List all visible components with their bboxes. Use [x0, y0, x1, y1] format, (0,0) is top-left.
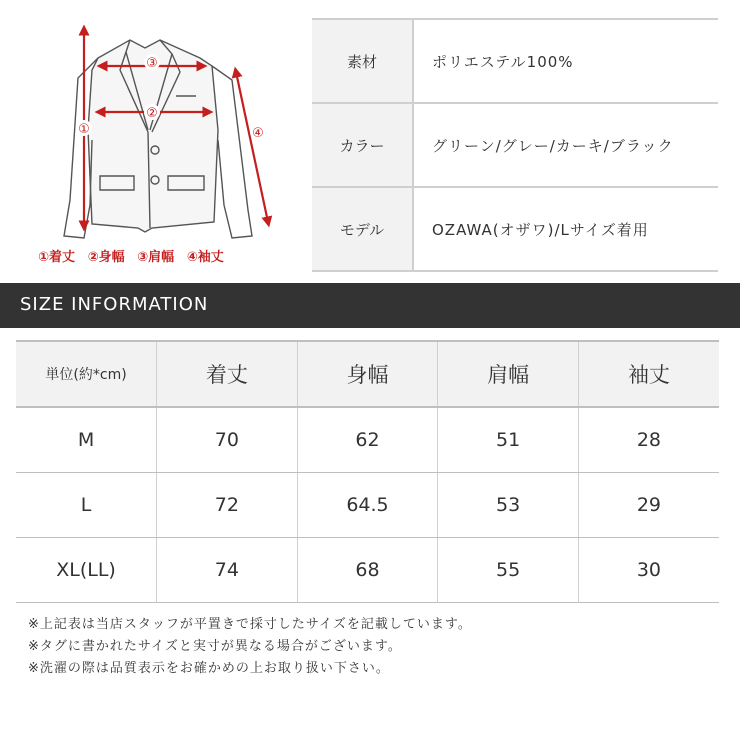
- table-row: [16, 473, 719, 538]
- table-cell: 68: [297, 538, 438, 603]
- header-sleeve: 袖丈: [578, 341, 719, 407]
- spec-table: [312, 18, 718, 272]
- measurement-legend: [38, 246, 232, 265]
- table-cell: 64.5: [297, 473, 438, 538]
- spec-row-color: [312, 102, 718, 186]
- spec-label: モデル: [312, 188, 414, 270]
- header-length: 着丈: [157, 341, 298, 407]
- header-width: 身幅: [297, 341, 438, 407]
- marker-4: ④: [252, 126, 264, 141]
- table-cell: 70: [157, 407, 298, 473]
- note-line: ※上記表は当店スタッフが平置きで採寸したサイズを記載しています。: [28, 617, 472, 632]
- banner-title: SIZE INFORMATION: [20, 294, 209, 315]
- spec-value: OZAWA(オザワ)/Lサイズ着用: [432, 220, 649, 239]
- table-cell: 72: [157, 473, 298, 538]
- marker-3: ③: [146, 56, 158, 71]
- table-row: [16, 538, 719, 603]
- jacket-measurement-diagram: [0, 0, 290, 270]
- spec-row-material: [312, 18, 718, 102]
- table-cell: 53: [438, 473, 579, 538]
- legend-item-length: ①着丈: [38, 250, 76, 265]
- size-label: M: [16, 407, 157, 473]
- jacket-illustration: [64, 40, 252, 238]
- marker-1: ①: [78, 122, 90, 137]
- table-cell: 74: [157, 538, 298, 603]
- header-unit: 単位(約*cm): [16, 341, 157, 407]
- table-cell: 29: [578, 473, 719, 538]
- table-cell: 30: [578, 538, 719, 603]
- size-label: L: [16, 473, 157, 538]
- size-table-header: [16, 341, 719, 407]
- legend-item-width: ②身幅: [87, 250, 125, 265]
- table-cell: 62: [297, 407, 438, 473]
- legend-item-shoulder: ③肩幅: [137, 250, 175, 265]
- header-shoulder: 肩幅: [438, 341, 579, 407]
- table-cell: 55: [438, 538, 579, 603]
- marker-2: ②: [146, 106, 158, 121]
- size-table: [16, 340, 719, 603]
- spec-value: ポリエステル100%: [432, 52, 574, 71]
- note-line: ※タグに書かれたサイズと実寸が異なる場合がございます。: [28, 639, 402, 654]
- size-label: XL(LL): [16, 538, 157, 603]
- table-row: [16, 407, 719, 473]
- table-cell: 51: [438, 407, 579, 473]
- spec-value: グリーン/グレー/カーキ/ブラック: [432, 136, 674, 155]
- note-line: ※洗濯の際は品質表示をお確かめの上お取り扱い下さい。: [28, 661, 390, 676]
- legend-item-sleeve: ④袖丈: [186, 250, 224, 265]
- spec-label: 素材: [312, 20, 414, 102]
- spec-row-model: [312, 186, 718, 272]
- notes: [28, 614, 472, 680]
- spec-label: カラー: [312, 104, 414, 186]
- table-cell: 28: [578, 407, 719, 473]
